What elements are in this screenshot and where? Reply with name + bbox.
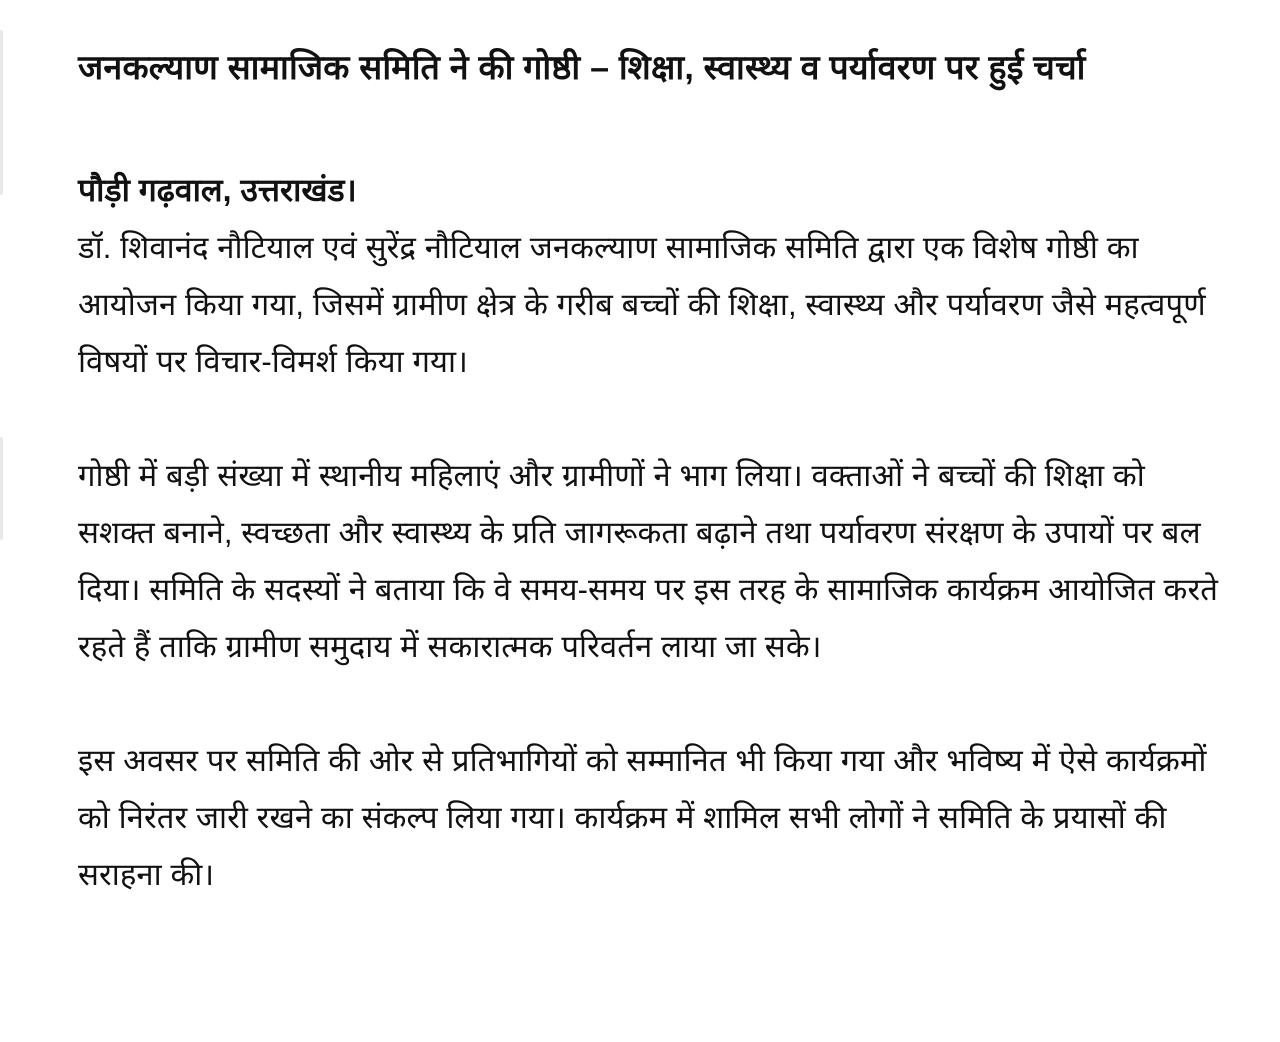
scan-edge-artifact [0, 437, 3, 540]
article-body [78, 0, 1223, 903]
article-dateline: पौड़ी गढ़वाल, उत्तराखंड। [78, 172, 357, 208]
article-headline: जनकल्याण सामाजिक समिति ने की गोष्ठी – शिक्षा, स्वास्थ्य व पर्यावरण पर हुई चर्चा [78, 49, 1086, 87]
article-paragraph-1: डॉ. शिवानंद नौटियाल एवं सुरेंद्र नौटियाल जनकल्याण सामाजिक समिति द्वारा एक विशेष गोष्ठी का आयोजन किया गया, जिसमें ग्रामीण क्षेत्र के गरीब बच्चों की शिक्षा, स्वास्थ्य और पर्यावरण जैसे महत्वपूर्ण विषयों पर विचार-विमर्श किया गया। [78, 230, 1206, 379]
article-paragraph-3: इस अवसर पर समिति की ओर से प्रतिभागियों को सम्मानित भी किया गया और भविष्य में ऐसे कार्यक्रमों को निरंतर जारी रखने का संकल्प लिया गया। कार्यक्रम में शामिल सभी लोगों ने समिति के प्रयासों की सराहना की। [78, 743, 1207, 892]
scan-edge-artifact [0, 30, 3, 195]
article-paragraph-2: गोष्ठी में बड़ी संख्या में स्थानीय महिलाएं और ग्रामीणों ने भाग लिया। वक्ताओं ने बच्चों की शिक्षा को सशक्त बनाने, स्वच्छता और स्वास्थ्य के प्रति जागरूकता बढ़ाने तथा पर्यावरण संरक्षण के उपायों पर बल दिया। समिति के सदस्यों ने बताया कि वे समय-समय पर इस तरह के सामाजिक कार्यक्रम आयोजित करते रहते हैं ताकि ग्रामीण समुदाय में सकारात्मक परिवर्तन लाया जा सके। [78, 458, 1219, 664]
